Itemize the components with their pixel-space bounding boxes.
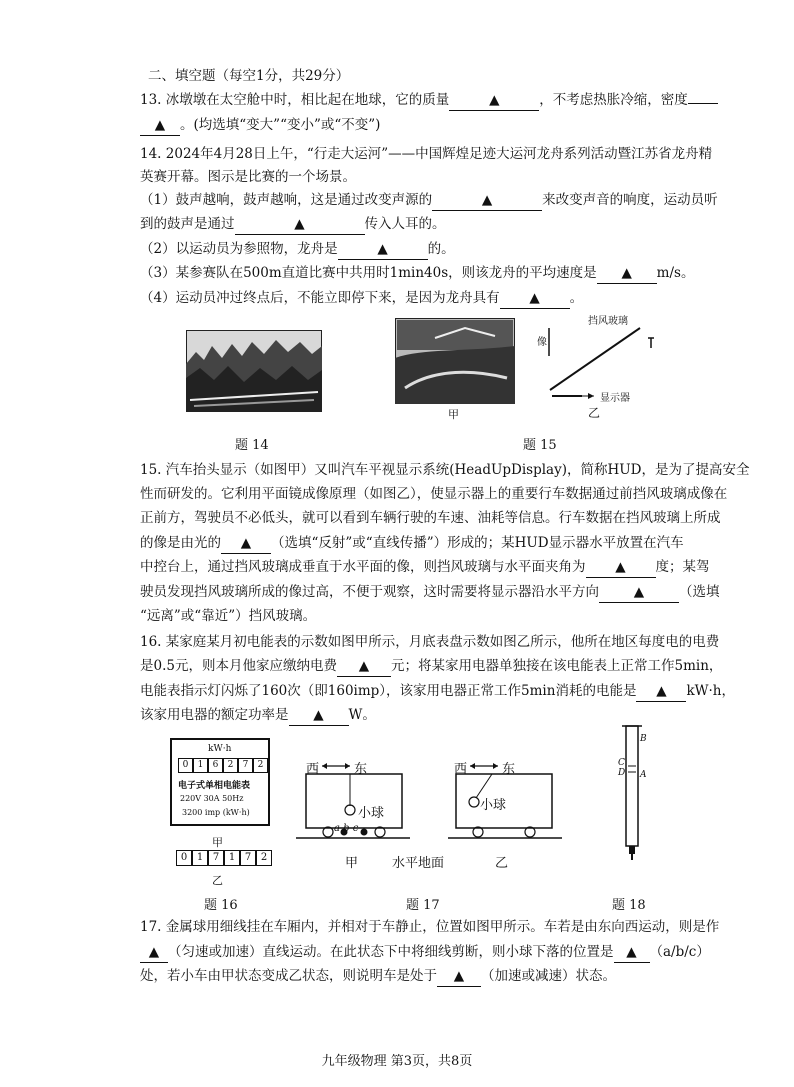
fig15-display-label: 显示器 xyxy=(600,393,630,404)
meter-digit: 1 xyxy=(224,850,240,866)
answer-blank[interactable]: ▲ xyxy=(636,681,686,702)
fig18-B: B xyxy=(640,734,647,744)
meter-digit: 7 xyxy=(208,850,224,866)
meter-spec: 220V 30A 50Hz xyxy=(180,794,244,803)
page-footer: 九年级物理 第3页，共8页 xyxy=(321,1054,473,1069)
hud-photo xyxy=(395,318,515,404)
q14-text: 来改变声音的响度，运动员听 xyxy=(542,192,718,208)
q16-text: 该家用电器的额定功率是 xyxy=(140,707,289,723)
fig17-ball-yi: 小球 xyxy=(480,798,507,813)
q17-text: （匀速或加速）直线运动。在此状态下中将细线剪断，则小球下落的位置是 xyxy=(168,944,614,960)
q14-text: （2）以运动员为参照物，龙舟是 xyxy=(140,241,338,257)
fig18-D: D xyxy=(618,768,626,778)
meter-digit: 6 xyxy=(208,758,223,773)
q13-line1 xyxy=(140,90,718,111)
q17-text: （加速或减速）状态。 xyxy=(481,968,616,984)
q15-line6 xyxy=(140,582,720,603)
answer-blank[interactable]: ▲ xyxy=(235,214,365,235)
q14-text: 的。 xyxy=(427,241,455,257)
answer-blank[interactable]: ▲ xyxy=(437,966,481,987)
q16-line3 xyxy=(140,681,735,702)
caption-fig18: 题 18 xyxy=(612,898,646,913)
q17-text: （a/b/c） xyxy=(649,944,710,960)
fig18-C: C xyxy=(618,758,625,768)
answer-blank[interactable]: ▲ xyxy=(449,90,539,111)
meter-imp: 3200 imp (kW·h) xyxy=(182,808,250,817)
q15-line2: 性而研发的。它利用平面镜成像原理（如图乙），使显示器上的重要行车数据通过前挡风玻璃成像在 xyxy=(140,486,728,502)
answer-blank[interactable]: ▲ xyxy=(140,942,168,963)
fig17-jia-label: 甲 xyxy=(345,856,359,871)
q16-line1: 16. 某家庭某月初电能表的示数如图甲所示，月底表盘示数如图乙所示，他所在地区每度电的电费 xyxy=(140,634,720,650)
fig17-abc: a b c xyxy=(334,823,359,834)
q13-text: 。(均选填“变大”“变小”或“不变”) xyxy=(180,117,381,133)
fig17-yi-label: 乙 xyxy=(495,856,509,871)
section-title: 二、填空题（每空1分，共29分） xyxy=(148,68,350,84)
q15-line1: 15. 汽车抬头显示（如图甲）又叫汽车平视显示系统(HeadUpDisplay)，简称HUD，是为了提高安全 xyxy=(140,462,750,478)
q15-text: 度；某驾 xyxy=(655,559,710,575)
meter-digit: 2 xyxy=(223,758,238,773)
q14-text: （3）某参赛队在500m直道比赛中共用时1min40s，则该龙舟的平均速度是 xyxy=(140,265,597,281)
meter-digit: 2 xyxy=(256,850,272,866)
q15-text: 中控台上，通过挡风玻璃成垂直于水平面的像，则挡风玻璃与水平面夹角为 xyxy=(140,559,586,575)
fig17-west-jia: 西 xyxy=(306,762,320,777)
answer-blank[interactable]: ▲ xyxy=(500,288,570,309)
answer-blank[interactable]: ▲ xyxy=(338,239,428,260)
answer-blank[interactable]: ▲ xyxy=(597,263,657,284)
q14-line4 xyxy=(140,214,446,235)
answer-blank[interactable]: ▲ xyxy=(289,705,349,726)
q16-line4 xyxy=(140,705,376,726)
fig15-jia-photo xyxy=(395,318,515,404)
meter-digit: 7 xyxy=(240,850,256,866)
answer-blank[interactable]: ▲ xyxy=(599,582,679,603)
q13-line2 xyxy=(140,115,380,136)
q16-text: W。 xyxy=(348,707,376,723)
answer-blank-cont[interactable] xyxy=(688,103,718,104)
answer-blank[interactable]: ▲ xyxy=(432,190,542,211)
fig16-yi-label: 乙 xyxy=(212,874,223,887)
q14-text: （4）运动员冲过终点后，不能立即停下来，是因为龙舟具有 xyxy=(140,290,500,306)
caption-fig16: 题 16 xyxy=(204,898,238,913)
q16-text: kW·h， xyxy=(686,683,735,699)
q14-line1: 14. 2024年4月28日上午，“行走大运河”——中国辉煌足迹大运河龙舟系列活动暨江苏省龙舟精 xyxy=(140,146,713,162)
fig16-meter xyxy=(170,738,270,826)
answer-blank[interactable]: ▲ xyxy=(337,656,391,677)
answer-blank[interactable]: ▲ xyxy=(221,533,271,554)
q14-line3 xyxy=(140,190,718,211)
meter-digit: 0 xyxy=(176,850,192,866)
q16-text: 元；将某家用电器单独接在该电能表上正常工作5min， xyxy=(390,658,723,674)
meter-name: 电子式单相电能表 xyxy=(178,781,251,791)
q16-line2 xyxy=(140,656,722,677)
fig15-glass-label: 挡风玻璃 xyxy=(588,316,628,327)
meter-digit: 7 xyxy=(238,758,253,773)
q14-text: m/s。 xyxy=(656,265,695,281)
q13-text: ，不考虑热胀冷缩，密度 xyxy=(539,92,688,108)
q13-text: 13. 冰墩墩在太空舱中时，相比起在地球，它的质量 xyxy=(140,92,450,108)
tube-diagram xyxy=(610,722,660,872)
answer-blank[interactable]: ▲ xyxy=(614,942,650,963)
fig16-jia-label: 甲 xyxy=(212,836,223,849)
fig15-yi-label: 乙 xyxy=(588,406,601,420)
q15-text: （选填“反射”或“直线传播”）形成的；某HUD显示器水平放置在汽车 xyxy=(271,535,684,551)
q14-line5 xyxy=(140,239,455,260)
q15-line7: “远离”或“靠近”）挡风玻璃。 xyxy=(140,608,317,624)
fig18-A: A xyxy=(640,770,647,780)
q17-line3 xyxy=(140,966,616,987)
q14-line6 xyxy=(140,263,694,284)
q15-line3: 正前方，驾驶员不必低头，就可以看到车辆行驶的车速、油耗等信息。行车数据在挡风玻璃上所成 xyxy=(140,510,721,526)
meter-digit: 2 xyxy=(253,758,268,773)
caption-fig17: 题 17 xyxy=(406,898,440,913)
q14-text: 到的鼓声是通过 xyxy=(140,216,235,232)
fig15-image-label: 像 xyxy=(537,337,547,348)
q14-line7 xyxy=(140,288,583,309)
q16-text: 电能表指示灯闪烁了160次（即160imp），该家用电器正常工作5min消耗的电能是 xyxy=(140,683,637,699)
fig17-east-yi: 东 xyxy=(502,762,516,777)
q17-line1: 17. 金属球用细线挂在车厢内，并相对于车静止，位置如图甲所示。车若是由东向西运动，则是作 xyxy=(140,919,720,935)
fig15-jia-label: 甲 xyxy=(448,408,459,421)
meter-digit: 1 xyxy=(192,850,208,866)
fig18-diagram xyxy=(610,722,660,872)
answer-blank[interactable]: ▲ xyxy=(586,557,656,578)
q15-text: 的像是由光的 xyxy=(140,535,221,551)
caption-fig14: 题 14 xyxy=(235,438,269,453)
q14-line2: 英赛开幕。图示是比赛的一个场景。 xyxy=(140,169,356,185)
fig17-west-yi: 西 xyxy=(454,762,468,777)
meter-digit: 1 xyxy=(193,758,208,773)
q14-text: （1）鼓声越响，鼓声越响，这是通过改变声源的 xyxy=(140,192,433,208)
meter-digits-yi xyxy=(176,850,272,866)
q15-text: （选填 xyxy=(679,584,720,600)
q14-text: 。 xyxy=(569,290,584,306)
dragon-boat-photo xyxy=(186,330,322,412)
fig17-east-jia: 东 xyxy=(354,762,368,777)
q17-text: 处，若小车由甲状态变成乙状态，则说明车是处于 xyxy=(140,968,437,984)
q17-line2 xyxy=(140,942,710,963)
fig17-ground-label: 水平地面 xyxy=(392,856,445,871)
answer-blank[interactable]: ▲ xyxy=(140,115,180,136)
q14-text: 传入人耳的。 xyxy=(364,216,446,232)
caption-fig15: 题 15 xyxy=(523,438,557,453)
q15-line5 xyxy=(140,557,710,578)
q15-line4 xyxy=(140,533,684,554)
fig14-photo xyxy=(186,330,322,412)
fig17-ball-jia: 小球 xyxy=(358,806,385,821)
meter-unit: kW·h xyxy=(208,744,232,754)
meter-digit: 0 xyxy=(178,758,193,773)
q15-text: 驶员发现挡风玻璃所成的像过高，不便于观察，这时需要将显示器沿水平方向 xyxy=(140,584,599,600)
q16-text: 是0.5元，则本月他家应缴纳电费 xyxy=(140,658,337,674)
meter-digits-jia xyxy=(178,758,268,773)
